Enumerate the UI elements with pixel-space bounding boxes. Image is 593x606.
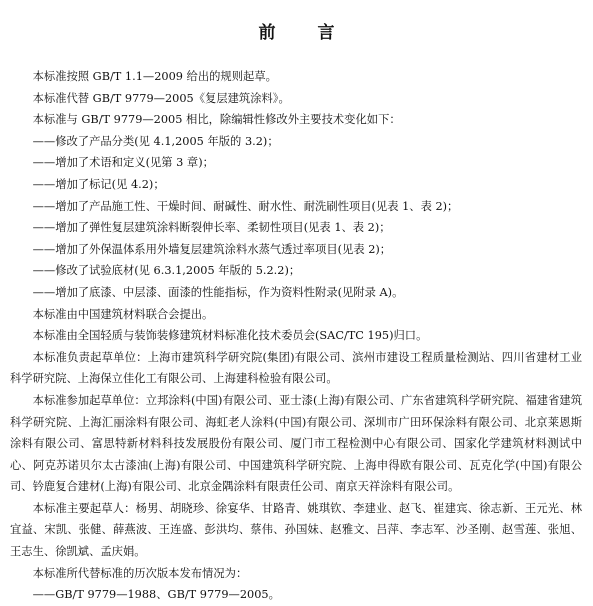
paragraph: 本标准负责起草单位：上海市建筑科学研究院(集团)有限公司、滨州市建设工程质量检测站、四川省建材工业科学研究院、上海保立佳化工有限公司、上海建科检验有限公司。 (10, 350, 582, 386)
paragraph: 本标准由全国轻质与装饰装修建筑材料标准化技术委员会(SAC/TC 195)归口。 (32, 329, 428, 343)
document-body (10, 66, 582, 606)
list-item: ——增加了术语和定义(见第 3 章)； (32, 156, 214, 170)
paragraph: 本标准主要起草人：杨男、胡晓珍、徐宴华、甘路青、姚琪钦、李建业、赵飞、崔建宾、徐志新、王元光、林宜益、宋凯、张健、薛燕波、王连盛、彭洪均、蔡伟、孙国妹、赵雅文、吕萍、李志军、沙圣刚、赵雪莲、张旭、王志生、徐凯斌、孟庆娟。 (10, 501, 582, 559)
list-item: ——修改了试验底材(见 6.3.1,2005 年版的 5.2.2)； (32, 264, 301, 278)
paragraph: 本标准参加起草单位：立邦涂料(中国)有限公司、亚士漆(上海)有限公司、广东省建筑科学研究院、福建省建筑科学研究院、上海汇丽涂料有限公司、海虹老人涂料(中国)有限公司、深圳市广田环保涂料有限公司、北京莱恩斯涂料有限公司、富思特新材料科技发展股份有限公司、厦门市工程检测中心有限公司、国家化学建筑材料测试中心、阿克苏诺贝尔太古漆油(上海)有限公司、中国建筑科学研究院、上海申得欧有限公司、瓦克化学(中国)有限公司、钤鹿复合建材(上海)有限公司、北京金隅涂料有限责任公司、南京天祥涂料有限公司。 (10, 393, 582, 494)
list-item: ——GB/T 9779—1988、GB/T 9779—2005。 (32, 588, 280, 602)
list-item: ——增加了标记(见 4.2)； (32, 177, 165, 191)
paragraph: 本标准由中国建筑材料联合会提出。 (32, 307, 214, 321)
list-item: ——修改了产品分类(见 4.1,2005 年版的 3.2)； (32, 134, 279, 148)
list-item: ——增加了底漆、中层漆、面漆的性能指标，作为资料性附录(见附录 A)。 (32, 285, 404, 299)
list-item: ——增加了弹性复层建筑涂料断裂伸长率、柔韧性项目(见表 1、表 2)； (32, 221, 391, 235)
page-title: 前 言 (258, 23, 353, 43)
paragraph: 本标准所代替标准的历次版本发布情况为： (32, 566, 248, 580)
paragraph: 本标准代替 GB/T 9779—2005《复层建筑涂料》。 (32, 91, 290, 105)
list-item: ——增加了产品施工性、干燥时间、耐碱性、耐水性、耐洗刷性项目(见表 1、表 2)； (32, 199, 459, 213)
list-item: ——增加了外保温体系用外墙复层建筑涂料水蒸气透过率项目(见表 2)； (32, 242, 392, 256)
paragraph: 本标准与 GB/T 9779—2005 相比，除编辑性修改外主要技术变化如下： (32, 113, 401, 127)
paragraph: 本标准按照 GB/T 1.1—2009 给出的规则起草。 (32, 70, 277, 83)
